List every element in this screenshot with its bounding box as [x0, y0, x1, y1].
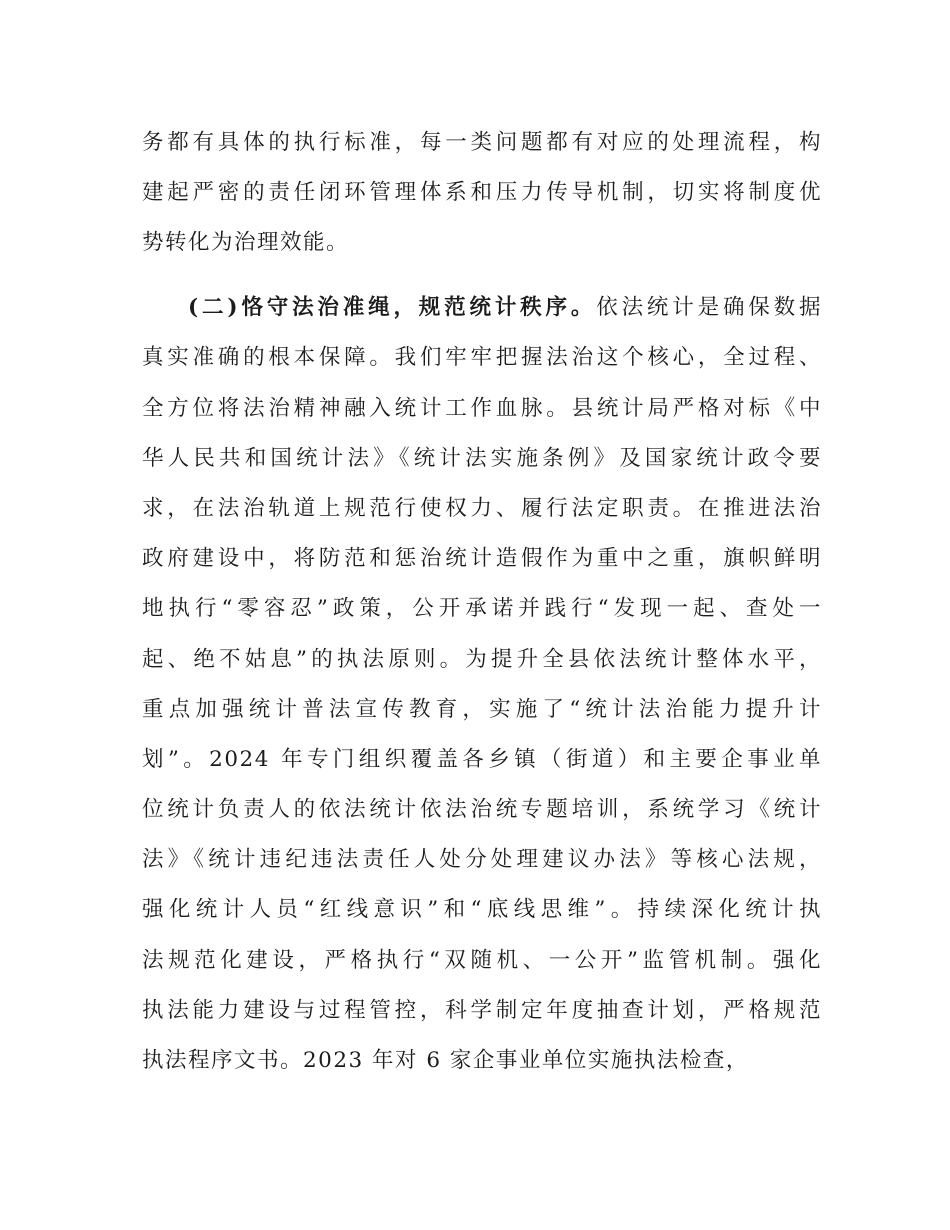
text-line: 政府建设中，将防范和惩治统计造假作为重中之重，旗帜鲜明	[142, 546, 822, 571]
text-line: 求，在法治轨道上规范行使权力、履行法定职责。在推进法治	[142, 496, 822, 521]
text-line: 真实准确的根本保障。我们牢牢把握法治这个核心，全过程、	[142, 345, 822, 370]
text-line: 执法程序文书。2023 年对 6 家企事业单位实施执法检查，	[142, 1048, 749, 1073]
text-line: 法》《统计违纪违法责任人处分处理建议办法》等核心法规，	[142, 847, 822, 872]
text-line: 地执行“零容忍”政策，公开承诺并践行“发现一起、查处一	[142, 596, 822, 621]
text-line: 划”。2024 年专门组织覆盖各乡镇（街道）和主要企事业单	[142, 747, 822, 772]
text-line: 建起严密的责任闭环管理体系和压力传导机制，切实将制度优	[142, 180, 822, 205]
text-line: 起、绝不姑息”的执法原则。为提升全县依法统计整体水平，	[142, 647, 822, 672]
section-heading: (二)恪守法治准绳，规范统计秩序。	[188, 295, 597, 320]
text-line: 势转化为治理效能。	[142, 230, 350, 255]
section-heading-line	[188, 293, 822, 323]
text-line: 全方位将法治精神融入统计工作血脉。县统计局严格对标《中	[142, 396, 822, 421]
text-line: 重点加强统计普法宣传教育，实施了“统计法治能力提升计	[142, 697, 822, 722]
text-line: 华人民共和国统计法》《统计法实施条例》及国家统计政令要	[142, 446, 822, 471]
text-line: 务都有具体的执行标准，每一类问题都有对应的处理流程，构	[142, 130, 822, 155]
heading-line-text: 依法统计是确保数据	[596, 295, 822, 320]
text-line: 位统计负责人的依法统计依法治统专题培训，系统学习《统计	[142, 797, 822, 822]
text-line: 执法能力建设与过程管控，科学制定年度抽查计划，严格规范	[142, 998, 822, 1023]
text-line: 强化统计人员“红线意识”和“底线思维”。持续深化统计执	[142, 897, 822, 922]
text-line: 法规范化建设，严格执行“双随机、一公开”监管机制。强化	[142, 948, 822, 973]
